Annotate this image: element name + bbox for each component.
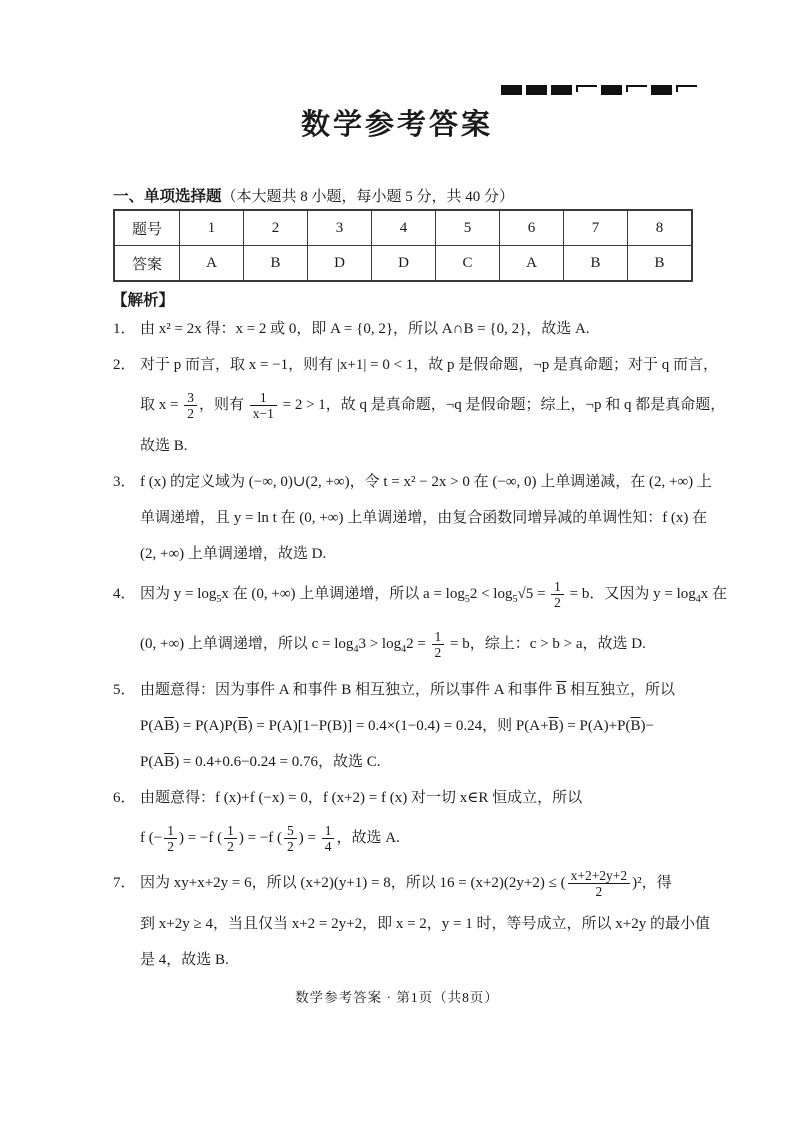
solution-text: 由 x² = 2x 得：x = 2 或 0，即 A = {0, 2}，所以 A∩B = {0, 2}，故选 A. [140,321,590,337]
solution-number: 6． [113,790,136,806]
solution-line [113,464,712,500]
solution-line: 故选 B. [140,438,188,454]
solution-number: 3． [113,474,136,490]
solution-text: 由题意得：因为事件 A 和事件 B 相互独立，所以事件 A 和事件 $\overline{B}$ 相互独立，所以 [140,682,676,698]
filled-mark-icon [551,85,572,95]
filled-mark-icon [501,85,522,95]
answer-cell: C [436,246,500,282]
solution-line [113,311,691,347]
solution-text: 因为 xy+x+2y = 6，所以 (x+2)(y+1) = 8，所以 16 = (x+2)(2y+2) ≤ ( $\frac{x+2+2y+2}{2}$ )²，得 [140,867,672,900]
solution-line [113,780,691,816]
page-footer: 数学参考答案 · 第1页（共8页） [295,990,499,1005]
answer-cell: B [628,246,693,282]
row-label-answer: 答案 [114,246,180,282]
solution-number: 1． [113,321,136,337]
corner-mark-icon [576,85,597,92]
solution-text: f (x) 的定义域为 (−∞, 0)∪(2, +∞)，令 t = x² − 2x > 0 在 (−∞, 0) 上单调递减，在 (2, +∞) 上 [140,474,712,490]
solution-line: 是 4，故选 B. [140,952,229,968]
solutions-list [113,311,728,978]
solution-number: 7． [113,875,136,891]
solution-item-6 [113,780,691,861]
table-row-numbers [114,210,692,246]
solution-line: (0, +∞) 上单调递增，所以 $c = \log_43 > \log_42$ = $\frac{1}{2}$ = b，综上：c > b > a，故选 D. [140,628,646,661]
solution-line: 单调递增，且 y = ln t 在 (0, +∞) 上单调递增，由复合函数同增异减的单调性知：f (x) 在 [140,510,708,526]
number-cell: 3 [308,210,372,246]
answer-cell: A [180,246,244,282]
solution-line: (2, +∞) 上单调递增，故选 D. [140,546,327,562]
filled-mark-icon [601,85,622,95]
solution-item-1 [113,311,691,347]
filled-mark-icon [651,85,672,95]
answer-cell: B [564,246,628,282]
analysis-label: 【解析】 [112,292,175,309]
section-heading-bold: 一、单项选择题 [113,188,222,205]
section-heading [113,184,704,206]
solution-item-3 [113,464,712,572]
solution-text: 对于 p 而言，取 x = −1，则有 |x+1| = 0 < 1，故 p 是假命题，¬p 是真命题；对于 q 而言， [140,357,719,373]
number-cell: 1 [180,210,244,246]
solution-number: 4． [113,586,136,602]
solution-number: 5． [113,682,136,698]
filled-mark-icon [526,85,547,95]
solution-item-5 [113,672,691,780]
solution-text: 因为 $y = \log_5x$ 在 (0, +∞) 上单调递增，所以 $a = \log_52 < \log_5√5$ = $\frac{1}{2}$ = b．又因为 $y = \log_4x$ 在 [140,578,728,611]
number-cell: 5 [436,210,500,246]
solution-line [113,861,691,906]
solution-item-4 [113,572,728,672]
solution-item-2 [113,347,726,464]
solution-line: $P(A\overline{B}) = 0.4+0.6-0.24 = 0.76$，故选 C. [140,754,381,770]
solution-line: f (− $\frac{1}{2}$ ) = −f ( $\frac{1}{2}$ ) = −f ( $\frac{5}{2}$ ) = $\frac{1}{4}$ ，故选 A. [140,822,400,855]
answer-table [113,209,693,282]
table-row-answers [114,246,692,282]
solution-line [113,572,728,622]
solution-text: 由题意得：f (x)+f (−x) = 0，f (x+2) = f (x) 对一切 x∈R 恒成立，所以 [140,790,583,806]
number-cell: 8 [628,210,693,246]
page-title: 数学参考答案 [300,109,493,141]
answer-cell: D [372,246,436,282]
row-label-number: 题号 [114,210,180,246]
solution-line [113,672,691,708]
corner-mark-icon [676,85,697,92]
registration-marks [501,85,697,95]
solution-line [113,347,719,383]
number-cell: 4 [372,210,436,246]
section-heading-note: （本大题共 8 小题，每小题 5 分，共 40 分） [221,189,515,205]
solution-number: 2． [113,357,136,373]
number-cell: 6 [500,210,564,246]
answer-cell: D [308,246,372,282]
solution-line: 到 x+2y ≥ 4，当且仅当 x+2 = 2y+2，即 x = 2，y = 1 时，等号成立，所以 x+2y 的最小值 [140,916,710,932]
solution-line: $P(A\overline{B}) = P(A)P(\overline{B}) = P(A)[1-P(B)] = 0.4\times(1-0.4) = 0.24$，则 $P(A+\overline{B}) = P(A)+P(\overline{B})-$ [140,718,654,734]
solution-line: 取 x = $\frac{3}{2}$ ，则有 $\frac{1}{x-1}$ = 2 > 1，故 q 是真命题，¬q 是假命题；综上，¬p 和 q 都是真命题， [140,389,726,422]
number-cell: 7 [564,210,628,246]
solution-item-7 [113,861,710,978]
answer-cell: A [500,246,564,282]
answer-cell: B [244,246,308,282]
corner-mark-icon [626,85,647,92]
number-cell: 2 [244,210,308,246]
